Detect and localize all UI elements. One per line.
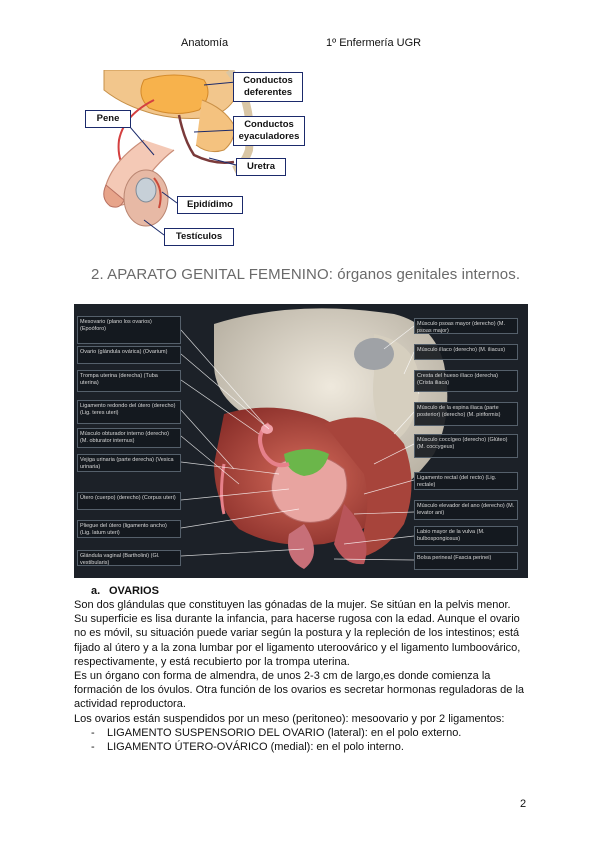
ovarios-paragraph-4: Los ovarios están suspendidos por un meso (peritoneo): mesoovario y por 2 ligamentos:	[74, 712, 505, 725]
male-anatomy-figure	[84, 70, 304, 248]
pelvis-right-label-9: Bolsa perineal (Fascia perinei)	[414, 552, 518, 570]
label-conductos-deferentes: Conductos deferentes	[233, 72, 303, 102]
pelvis-right-label-4: Músculo de la espina iliaca (parte posterior) (derecho) (M. piriformis)	[414, 402, 518, 426]
header-subject: Anatomía	[181, 37, 229, 49]
ovarios-body	[74, 598, 534, 754]
pelvis-left-label-8: Pliegue del útero (ligamento ancho) (Lig. latum uteri)	[77, 520, 181, 538]
female-pelvis-figure	[74, 304, 528, 578]
pelvis-left-label-1: Mesovario (plano los ovarios) (Epoóforo)	[77, 316, 181, 344]
pelvis-right-label-7: Músculo elevador del ano (derecho) (M. levator ani)	[414, 500, 518, 520]
label-conductos-eyaculadores: Conductos eyaculadores	[233, 116, 305, 146]
pelvis-right-label-2: Músculo ilíaco (derecho) (M. iliacus)	[414, 344, 518, 360]
label-uretra: Uretra	[236, 158, 286, 176]
pelvis-right-label-6: Ligamento rectal (del recto) (Lig. rectale)	[414, 472, 518, 490]
ligament-item-2: - LIGAMENTO ÚTERO-OVÁRICO (medial): en el polo interno.	[74, 740, 534, 754]
header-course: 1º Enfermería UGR	[326, 37, 422, 49]
pelvis-left-label-5: Músculo obturador interno (derecho) (M. obturator internus)	[77, 428, 181, 448]
label-testiculos: Testículos	[164, 228, 234, 246]
pelvis-left-label-3: Trompa uterina (derecha) (Tuba uterina)	[77, 370, 181, 392]
ovarios-paragraph-2: Su superficie es lisa durante la infancia, para hacerse rugosa con la edad. Aunque el ovario no es móvil, su situación puede variar según la postura y la repleción de los intestinos; está fijado al útero y a la zona lumbar por el ligamento uteroovárico y el ligamento lumboovárico, respectivamente, y está recubierto por la trompa uterina.	[74, 613, 521, 668]
ovarios-paragraph-1: Son dos glándulas que constituyen las gónadas de la mujer. Se sitúan en la pelvis menor.	[74, 599, 511, 611]
pelvis-left-label-2: Ovario (glándula ovárica) (Ovarium)	[77, 346, 181, 364]
ovarios-heading-title: OVARIOS	[109, 585, 159, 597]
ovarios-heading	[91, 585, 159, 597]
ovarios-paragraph-3: Es un órgano con forma de almendra, de unos 2-3 cm de largo,es donde comienza la formación de los óvulos. Otra función de los ovarios es secretar hormonas reguladoras de la actividad reproductora.	[74, 670, 525, 711]
ovarios-heading-letter: a.	[91, 585, 101, 597]
ligament-item-1: - LIGAMENTO SUSPENSORIO DEL OVARIO (lateral): en el polo externo.	[74, 726, 534, 740]
pelvis-right-label-1: Músculo psoas mayor (derecho) (M. psoas major)	[414, 318, 518, 334]
label-epididimo: Epidídimo	[177, 196, 243, 214]
page-number: 2	[520, 798, 527, 810]
label-pene: Pene	[85, 110, 131, 128]
pelvis-right-label-8: Labio mayor de la vulva (M. bulbospongiosus)	[414, 526, 518, 546]
section-title: 2. APARATO GENITAL FEMENINO: órganos genitales internos.	[91, 266, 521, 283]
ligament-list	[74, 726, 534, 754]
pelvis-left-label-4: Ligamento redondo del útero (derecho) (Lig. teres uteri)	[77, 400, 181, 424]
pelvis-right-label-5: Músculo coccígeo (derecho) (Glúteo) (M. coccygeus)	[414, 434, 518, 458]
pelvis-right-label-3: Cresta del hueso ilíaco (derecha) (Crista iliaca)	[414, 370, 518, 392]
pelvis-left-label-7: Útero (cuerpo) (derecho) (Corpus uteri)	[77, 492, 181, 510]
pelvis-left-label-6: Vejiga urinaria (parte derecha) (Vesica urinaria)	[77, 454, 181, 472]
pelvis-left-label-9: Glándula vaginal (Bartholini) (Gl. vestibularis)	[77, 550, 181, 566]
